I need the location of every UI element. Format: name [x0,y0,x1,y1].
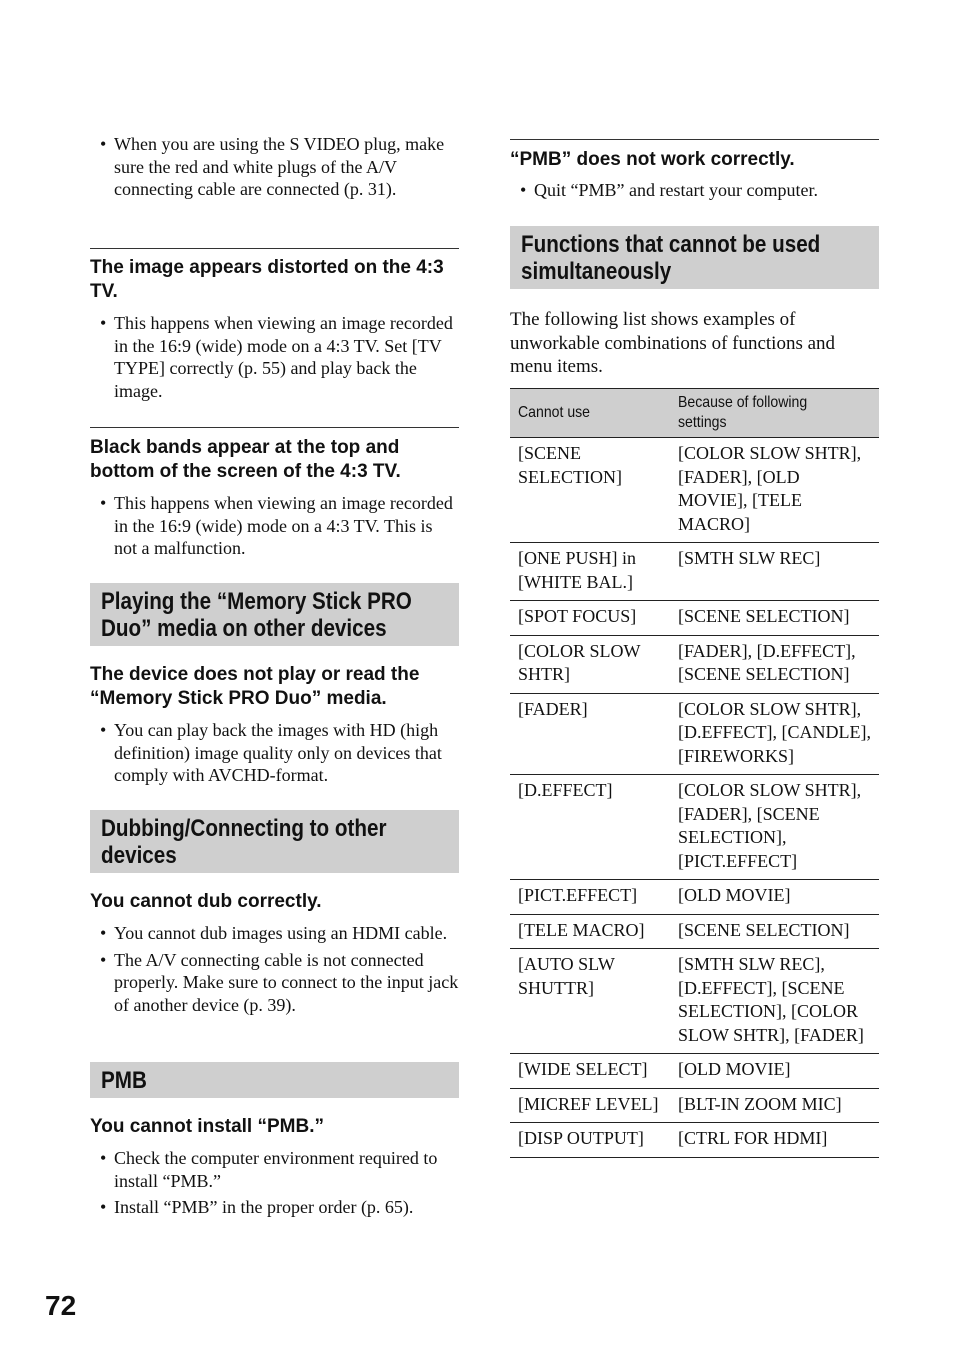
table-body [510,438,879,1158]
page-number: 72 [45,1290,77,1321]
table-row [510,1123,879,1158]
pmb-bullets [90,1147,459,1219]
combinations-table [510,388,879,1158]
heading-line: devices [101,842,177,869]
intro-bullets [90,133,459,201]
table-header-row [510,389,879,438]
cannot-use-cell: [DISP OUTPUT] [510,1123,670,1158]
table-row [510,775,879,880]
table-row [510,601,879,636]
table-row [510,543,879,601]
functions-heading [510,226,879,289]
table-row [510,693,879,775]
combinations-table-wrap [510,388,879,1158]
heading-line: Dubbing/Connecting to other [101,815,387,842]
heading-line: Playing the “Memory Stick PRO [101,588,412,615]
pmb-work-bullets [510,179,879,202]
cannot-use-cell: [FADER] [510,693,670,775]
table-header-cell: Because of following settings [670,389,879,438]
because-of-cell: [OLD MOVIE] [670,880,879,915]
because-of-cell: [OLD MOVIE] [670,1054,879,1089]
because-of-cell: [COLOR SLOW SHTR], [D.EFFECT], [CANDLE], [FIREWORKS] [670,693,879,775]
table-row [510,438,879,543]
cannot-use-cell: [TELE MACRO] [510,914,670,949]
because-of-cell: [CTRL FOR HDMI] [670,1123,879,1158]
cannot-use-cell: [SPOT FOCUS] [510,601,670,636]
pmb-install-title: You cannot install “PMB.” [90,1116,324,1137]
bullet-item: • Check the computer environment required to install “PMB.” [90,1147,459,1192]
memory-stick-heading [90,583,459,646]
cannot-use-cell: [D.EFFECT] [510,775,670,880]
cannot-use-cell: [AUTO SLW SHUTTR] [510,949,670,1054]
cannot-use-cell: [MICREF LEVEL] [510,1088,670,1123]
because-of-cell: [BLT-IN ZOOM MIC] [670,1088,879,1123]
table-row [510,949,879,1054]
bullet-item: • You can play back the images with HD (high definition) image quality only on devices that comply with AVCHD-format. [90,719,459,787]
because-of-cell: [COLOR SLOW SHTR], [FADER], [OLD MOVIE], [TELE MACRO] [670,438,879,543]
pmb-work-title: “PMB” does not work correctly. [510,149,795,170]
bullet-item: • You cannot dub images using an HDMI cable. [90,922,459,945]
cannot-use-cell: [PICT.EFFECT] [510,880,670,915]
divider [510,139,879,140]
bullet-item: • The A/V connecting cable is not connected properly. Make sure to connect to the input jack of another device (p. 39). [90,949,459,1017]
because-of-cell: [SMTH SLW REC], [D.EFFECT], [SCENE SELECTION], [COLOR SLOW SHTR], [FADER] [670,949,879,1054]
distorted-bullets [90,312,459,402]
because-of-cell: [FADER], [D.EFFECT], [SCENE SELECTION] [670,635,879,693]
black-bands-bullets [90,492,459,560]
bullet-item: • This happens when viewing an image recorded in the 16:9 (wide) mode on a 4:3 TV. Set [TV TYPE] correctly (p. 55) and play back the image. [90,312,459,402]
heading-line: PMB [101,1067,147,1094]
heading-line: simultaneously [521,258,672,285]
cannot-use-cell: [SCENE SELECTION] [510,438,670,543]
dubbing-title: You cannot dub correctly. [90,891,322,912]
because-of-cell: [COLOR SLOW SHTR], [FADER], [SCENE SELECTION], [PICT.EFFECT] [670,775,879,880]
black-bands-title: Black bands appear at the top and bottom of the screen of the 4:3 TV. [90,437,401,482]
bullet-item: • When you are using the S VIDEO plug, make sure the red and white plugs of the A/V connecting cable are connected (p. 31). [90,133,459,201]
pmb-work-section [510,148,879,202]
divider [90,427,459,428]
bullet-item: • Quit “PMB” and restart your computer. [510,179,879,202]
because-of-cell: [SCENE SELECTION] [670,914,879,949]
functions-intro: The following list shows examples of unworkable combinations of functions and menu items. [510,309,836,377]
intro-section [90,133,459,201]
bullet-item: • This happens when viewing an image recorded in the 16:9 (wide) mode on a 4:3 TV. This is not a malfunction. [90,492,459,560]
memory-stick-bullets [90,719,459,787]
heading-line: Functions that cannot be used [521,231,821,258]
pmb-section [90,1115,459,1219]
because-of-cell: [SCENE SELECTION] [670,601,879,636]
memory-stick-title: The device does not play or read the “Memory Stick PRO Duo” media. [90,664,420,709]
table-row [510,1088,879,1123]
memory-stick-section [90,663,459,787]
dubbing-bullets [90,922,459,1016]
table-row [510,635,879,693]
table-row [510,1054,879,1089]
because-of-cell: [SMTH SLW REC] [670,543,879,601]
bullet-item: • Install “PMB” in the proper order (p. 65). [90,1196,459,1219]
cannot-use-cell: [COLOR SLOW SHTR] [510,635,670,693]
dubbing-section [90,890,459,1016]
distorted-section [90,256,459,402]
heading-line: Duo” media on other devices [101,615,387,642]
table-row [510,880,879,915]
cannot-use-cell: [WIDE SELECT] [510,1054,670,1089]
divider [90,248,459,249]
cannot-use-cell: [ONE PUSH] in [WHITE BAL.] [510,543,670,601]
distorted-title: The image appears distorted on the 4:3 TV. [90,257,444,302]
black-bands-section [90,436,459,560]
table-header-cell: Cannot use [510,389,670,438]
table-row [510,914,879,949]
pmb-heading [90,1062,459,1098]
dubbing-heading [90,810,459,873]
